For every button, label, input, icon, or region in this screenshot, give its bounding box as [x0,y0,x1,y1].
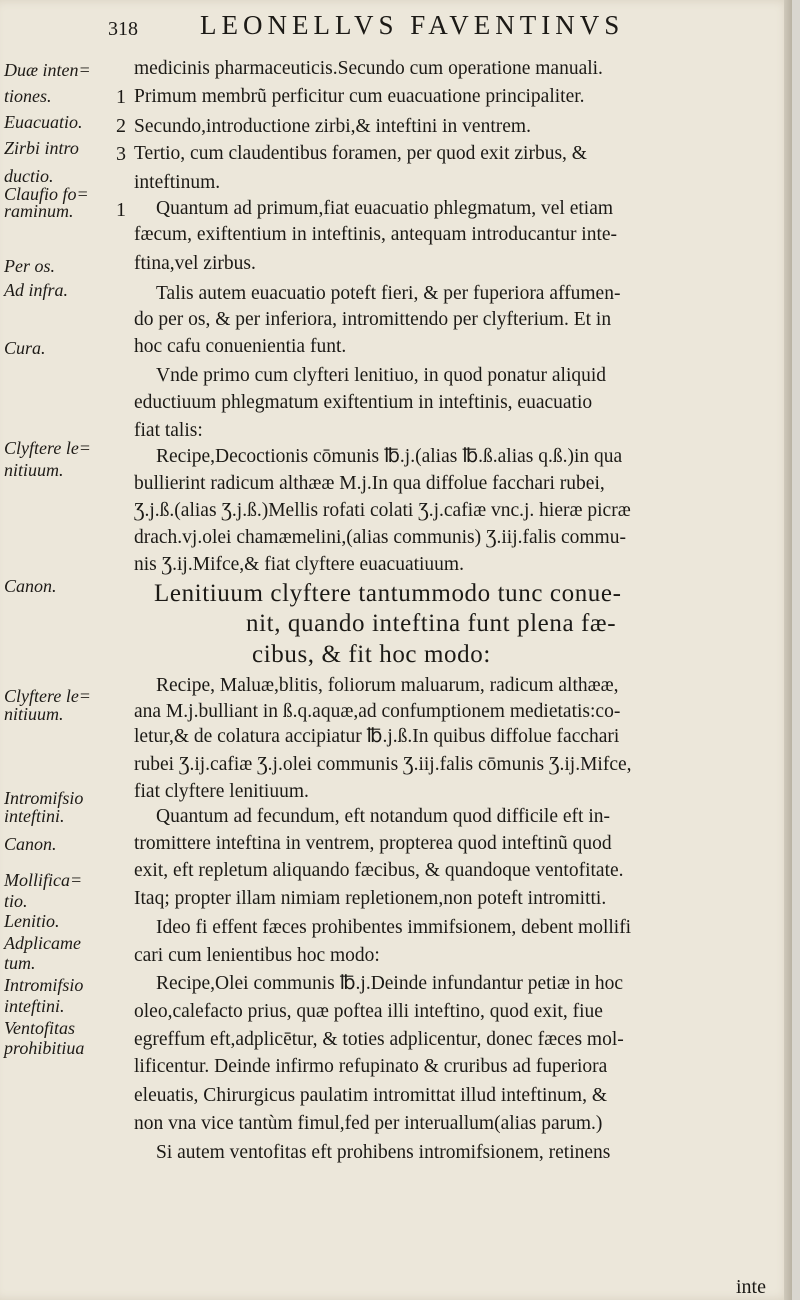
margin-note: inteftini. [4,806,65,826]
margin-note: Intromifsio [4,975,84,995]
text-line: letur,& de colatura accipiatur ℔.j.ß.In quibus diffolue facchari [134,726,620,747]
running-header [108,6,772,46]
text-line: nis Ʒ.ij.Mifce,& fiat clyftere euacuatiuum. [134,554,464,575]
text-line: Itaq; propter illam nimiam repletionem,non poteft intromitti. [134,888,607,909]
text-line: Recipe,Olei communis ℔.j.Deinde infundantur petiæ in hoc [156,973,624,994]
margin-note: ductio. [4,166,54,186]
margin-note: Intromifsio [4,788,84,808]
text-line: medicinis pharmaceuticis.Secundo cum operatione manuali. [134,58,603,79]
margin-note: Ventofitas [4,1018,75,1038]
text-line: ftina,vel zirbus. [134,253,256,274]
text-line: Vnde primo cum clyfteri lenitiuo, in quod ponatur aliquid [156,365,607,386]
text-line: egreffum eft,adplicētur, & toties adplicentur, donec fæces mol- [134,1029,624,1050]
text-line: Primum membrũ perficitur cum euacuatione principaliter. [134,86,585,107]
text-line: ana M.j.bulliant in ß.q.aquæ,ad confumptionem medietatis:co- [134,701,621,722]
text-line: Talis autem euacuatio poteft fieri, & per fuperiora affumen- [156,283,621,304]
text-line: Recipe, Maluæ,blitis, foliorum maluarum, radicum althææ, [156,675,619,696]
text-line: nit, quando inteftina funt plena fæ- [246,610,617,637]
enumeration-numeral: 1 [116,86,126,108]
text-line: hoc cafu conuenientia funt. [134,336,347,357]
running-title: LEONELLVS FAVENTINVS [200,10,625,40]
margin-note: Euacuatio. [4,112,83,132]
margin-note: Canon. [4,834,57,854]
text-line: non vna vice tantùm fimul,fed per interuallum(alias parum.) [134,1113,603,1134]
text-line: fiat clyftere lenitiuum. [134,781,309,802]
text-line: Secundo,introductione zirbi,& inteftini in ventrem. [134,116,531,137]
text-line: oleo,calefacto prius, quæ poftea illi inteftino, quod exit, fiue [134,1001,603,1022]
text-line: exit, eft repletum aliquando fæcibus, & quandoque ventofitate. [134,860,624,881]
text-line: eductiuum phlegmatum exiftentium in inteftinis, euacuatio [134,392,593,413]
margin-note: Zirbi intro [4,138,79,158]
text-line: Recipe,Decoctionis cōmunis ℔.j.(alias ℔.ß.alias q.ß.)in qua [156,446,623,467]
text-line: Ʒ.j.ß.(alias Ʒ.j.ß.)Mellis rofati colati Ʒ.j.cafiæ vnc.j. hieræ picræ [134,500,631,521]
margin-note: Adplicame [4,933,81,953]
margin-note: Lenitio. [4,911,60,931]
text-line: Quantum ad primum,fiat euacuatio phlegmatum, vel etiam [156,198,614,219]
text-line: drach.vj.olei chamæmelini,(alias communis) Ʒ.iij.falis commu- [134,527,626,548]
margin-note: inteftini. [4,996,65,1016]
text-line: lificentur. Deinde infirmo refupinato & cruribus ad fuperiora [134,1056,608,1077]
text-line: fæcum, exiftentium in inteftinis, antequam introducantur inte- [134,224,618,245]
text-line: eleuatis, Chirurgicus paulatim intromittat illud inteftinum, & [134,1085,607,1106]
text-line: Quantum ad fecundum, eft notandum quod difficile eft in- [156,806,610,827]
text-line: Si autem ventofitas eft prohibens intromifsionem, retinens [156,1142,611,1163]
text-line: fiat talis: [134,420,203,441]
margin-note: prohibitiua [4,1038,85,1058]
text-line: do per os, & per inferiora, intromittendo per clyfterium. Et in [134,309,612,330]
margin-note: tiones. [4,86,52,106]
margin-note: nitiuum. [4,460,64,480]
margin-note: raminum. [4,201,74,221]
text-line: bullierint radicum althææ M.j.In qua diffolue facchari rubei, [134,473,605,494]
margin-note: Ad infra. [4,280,69,300]
margin-note: Per os. [4,256,55,276]
margin-note: Clyftere le= [4,438,91,458]
text-line: tromittere inteftina in ventrem, propterea quod inteftinũ quod [134,833,612,854]
enumeration-numeral: 3 [116,143,126,165]
text-line: rubei Ʒ.ij.cafiæ Ʒ.j.olei communis Ʒ.iij.falis cōmunis Ʒ.ij.Mifce, [134,754,632,775]
text-line: cibus, & fit hoc modo: [252,641,491,668]
text-line: Ideo fi effent fæces prohibentes immifsionem, debent mollifi [156,917,632,938]
margin-note: Canon. [4,576,57,596]
enumeration-numeral: 2 [116,115,126,137]
enumeration-numeral: 1 [116,199,126,221]
margin-note: nitiuum. [4,704,64,724]
page-number: 318 [108,18,138,40]
margin-note: Mollifica= [4,870,83,890]
text-line: Lenitiuum clyftere tantummodo tunc conue- [154,580,622,607]
margin-note: tum. [4,953,36,973]
text-line: cari cum lenientibus hoc modo: [134,945,380,966]
margin-note: Claufio fo= [4,184,89,204]
margin-note: Clyftere le= [4,686,91,706]
page-edge [784,0,792,1300]
catchword: inte [736,1276,766,1298]
margin-note: tio. [4,891,28,911]
text-line: inteftinum. [134,172,221,193]
margin-note: Cura. [4,338,46,358]
margin-note: Duæ inten= [4,60,91,80]
text-line: Tertio, cum claudentibus foramen, per quod exit zirbus, & [134,143,587,164]
